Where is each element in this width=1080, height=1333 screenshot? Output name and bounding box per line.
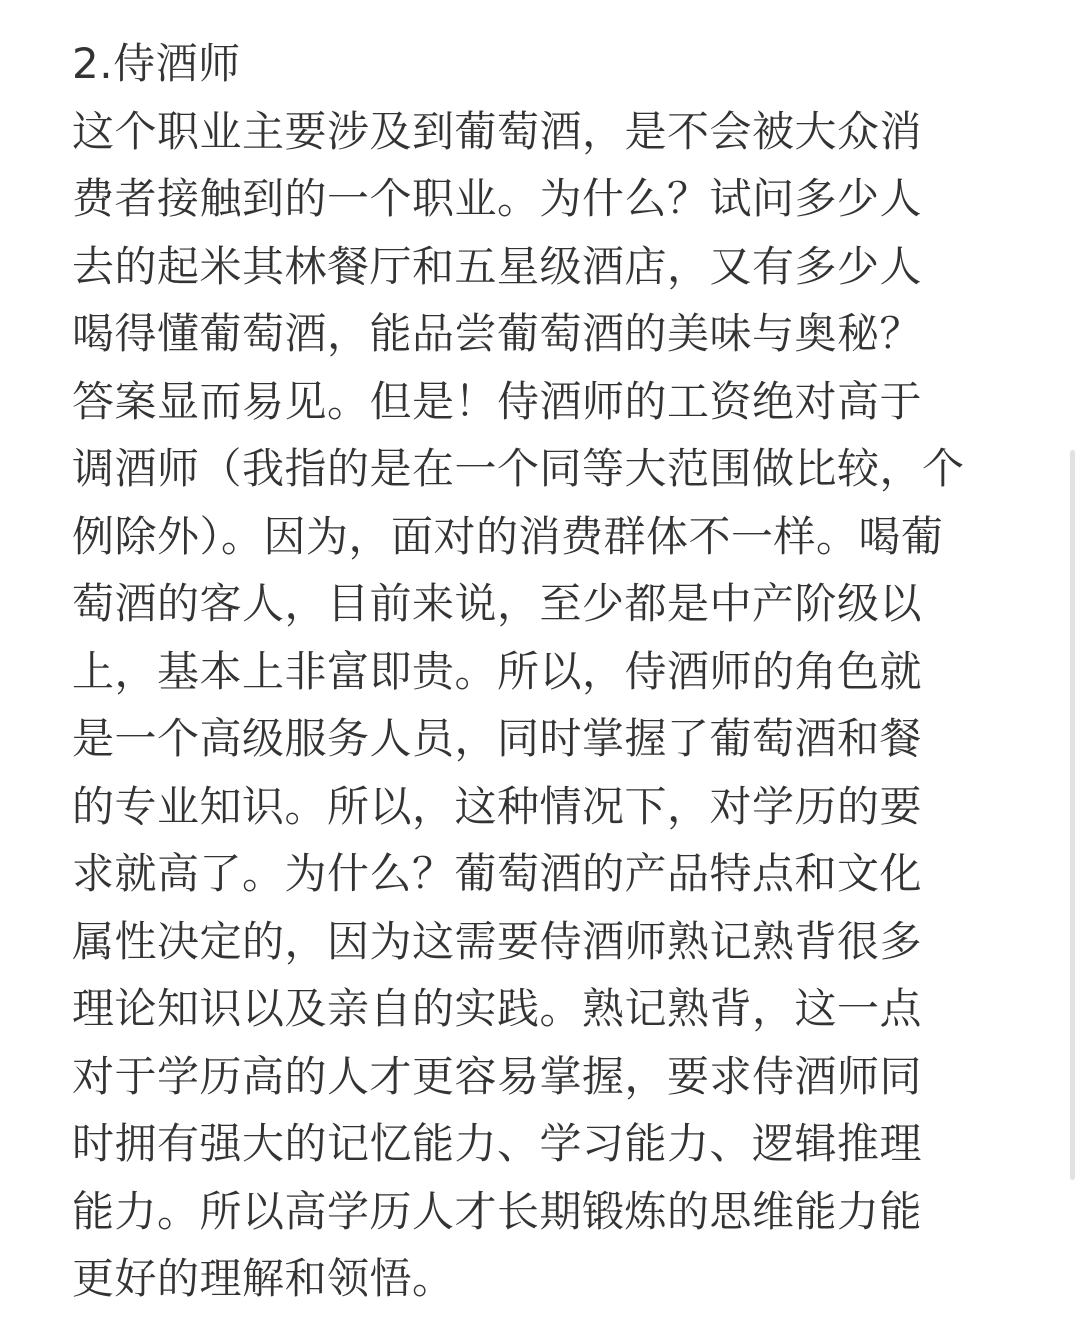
paragraph-line: 上，基本上非富即贵。所以，侍酒师的角色就 — [72, 646, 923, 696]
scrollbar[interactable] — [1070, 450, 1075, 1180]
paragraph-line: 例除外）。因为，面对的消费群体不一样。喝葡 — [72, 511, 944, 561]
paragraph-line: 理论知识以及亲自的实践。熟记熟背，这一点 — [72, 984, 923, 1033]
paragraph-line: 的专业知识。所以，这种情况下，对学历的要 — [72, 781, 923, 831]
paragraph-line: 时拥有强大的记忆能力、学习能力、逻辑推理 — [72, 1119, 923, 1168]
paragraph-line: 费者接触到的一个职业。为什么？试问多少人 — [72, 174, 923, 223]
paragraph-line: 调酒师（我指的是在一个同等大范围做比较，个 — [72, 444, 965, 493]
paragraph-line: 是一个高级服务人员，同时掌握了葡萄酒和餐 — [72, 714, 923, 763]
paragraph-line: 这个职业主要涉及到葡萄酒，是不会被大众消 — [72, 106, 923, 156]
article-text — [72, 30, 1012, 1313]
paragraph-line: 去的起米其林餐厅和五星级酒店，又有多少人 — [72, 241, 923, 291]
paragraph-line: 属性决定的，因为这需要侍酒师熟记熟背很多 — [72, 916, 923, 966]
paragraph-line: 萄酒的客人，目前来说，至少都是中产阶级以 — [72, 579, 923, 628]
paragraph-line: 能力。所以高学历人才长期锻炼的思维能力能 — [72, 1186, 923, 1236]
paragraph-line: 更好的理解和领悟。 — [72, 1254, 455, 1303]
paragraph-line: 对于学历高的人才更容易掌握，要求侍酒师同 — [72, 1051, 923, 1101]
paragraph-line: 答案显而易见。但是！侍酒师的工资绝对高于 — [72, 376, 923, 426]
section-heading: 2.侍酒师 — [72, 39, 241, 88]
paragraph-line: 喝得懂葡萄酒，能品尝葡萄酒的美味与奥秘？ — [72, 309, 923, 358]
paragraph-line: 求就高了。为什么？葡萄酒的产品特点和文化 — [72, 849, 923, 898]
